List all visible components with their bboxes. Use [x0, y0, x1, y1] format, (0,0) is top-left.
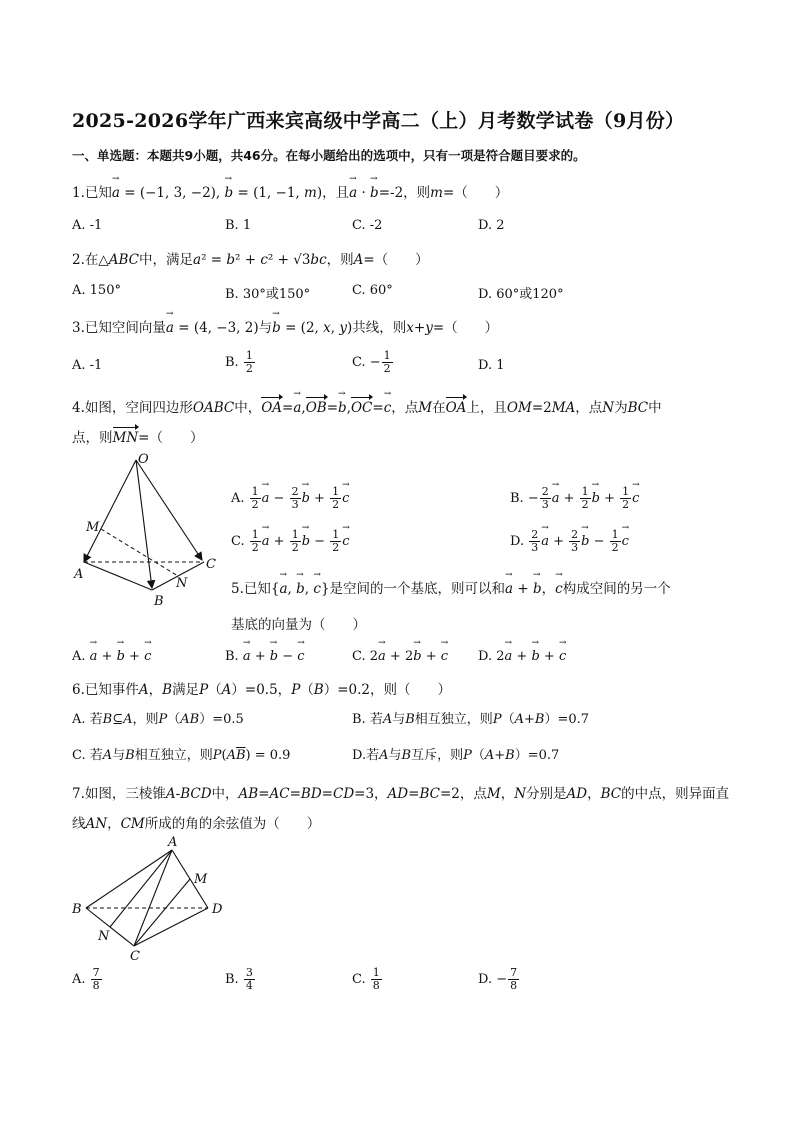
q5-option-d: D. 2→ a + → b + → c	[478, 645, 566, 664]
q6-option-b: B. 若A与B相互独立，则P（A+B）=0.7	[352, 712, 590, 727]
q1-option-d: D. 2	[478, 218, 505, 233]
q3-option-c: C. − $\frac{1}{2}$	[352, 349, 391, 375]
tetrahedron-figure-oabc	[72, 450, 232, 610]
q1-option-b: B. 1	[225, 218, 252, 233]
q4-option-c: C. $\frac{1}{2}$ → a + $\frac{1}{2}$ → b − $\frac{1}{2}$ → c	[231, 529, 349, 554]
question-1-stem: 1.已知→ a = (−1, 3, −2), → b = (1, −1, m)，且→ a · → b=-2，则m=（ ）	[72, 181, 508, 201]
page-title: 2025-2026学年广西来宾高级中学高二（上）月考数学试卷（9月份）	[72, 110, 685, 132]
section-header: 一、单选题：本题共9小题，共46分。在每小题给出的选项中，只有一项是符合题目要求的。	[72, 148, 586, 163]
q1-option-a: A. -1	[72, 218, 103, 233]
q3-option-b: B. $\frac{1}{2}$	[225, 349, 253, 375]
question-3-stem: 3.已知空间向量→ a = (4, −3, 2)与→ b = (2, x, y)共线，则x+y=（ ）	[72, 316, 498, 336]
question-5-stem-line1: 5.已知{→ a, → b, → c}是空间的一个基底，则可以和→ a + → b，→ c构成空间的另一个	[231, 577, 671, 597]
q1-option-c: C. -2	[352, 218, 383, 233]
label-a: A	[74, 567, 84, 582]
q7-option-d: D. − $\frac{7}{8}$	[478, 966, 518, 992]
q7-option-b: B. $\frac{3}{4}$	[225, 966, 253, 992]
label-b: B	[72, 902, 82, 917]
q7-option-c: C. $\frac{1}{8}$	[352, 966, 380, 992]
q4-option-a: A. $\frac{1}{2}$ → a − $\frac{2}{3}$ → b + $\frac{1}{2}$ → c	[231, 486, 349, 511]
q2-option-d: D. 60°或120°	[478, 287, 564, 302]
label-d: D	[212, 902, 223, 917]
label-c: C	[206, 557, 216, 572]
label-m: M	[194, 872, 208, 887]
q6-option-c: C. 若A与B相互独立，则$P(A\overline{B}) = 0.9$	[72, 748, 291, 763]
q5-option-a: A. → a + → b + → c	[72, 645, 151, 664]
question-6-stem: 6.已知事件A，B满足P（A）=0.5，P（B）=0.2，则（ ）	[72, 682, 451, 698]
label-a: A	[168, 835, 178, 850]
q6-option-a: A. 若B⊆A，则P（AB）=0.5	[72, 712, 244, 727]
q5-option-c: C. 2→ a + 2→ b + → c	[352, 645, 448, 664]
q2-option-b: B. 30°或150°	[225, 287, 311, 302]
label-m: M	[86, 520, 100, 535]
question-5-stem-line2: 基底的向量为（ ）	[231, 617, 366, 633]
label-c: C	[130, 949, 140, 964]
q2-option-a: A. 150°	[72, 283, 121, 298]
label-n: N	[176, 576, 188, 591]
question-2-stem: 2.在△ABC中，满足a² = b² + c² + √3bc，则A=（ ）	[72, 252, 429, 268]
q3-option-a: A. -1	[72, 358, 103, 373]
tetrahedron-figure-abcd	[68, 832, 238, 964]
q3-option-d: D. 1	[478, 358, 505, 373]
label-n: N	[98, 929, 110, 944]
label-o: O	[138, 452, 149, 467]
label-b: B	[154, 594, 164, 609]
q5-option-b: B. → a + → b − → c	[225, 645, 305, 664]
q2-option-c: C. 60°	[352, 283, 393, 298]
question-4-stem-line1: 4.如图，空间四边形OABC中，OA=→ a,OB=→ b,OC=→ c，点M在OA上，且OM=2MA，点N为BC中	[72, 396, 662, 416]
question-4-stem-line2: 点，则MN=（ ）	[72, 426, 203, 446]
question-7-stem-line1: 7.如图，三棱锥A-BCD中，AB=AC=BD=CD=3，AD=BC=2，点M，N分别是AD，BC的中点，则异面直	[72, 786, 730, 802]
q6-option-d: D.若A与B互斥，则P（A+B）=0.7	[352, 748, 560, 763]
q4-option-b: B. − $\frac{2}{3}$ → a + $\frac{1}{2}$ → b + $\frac{1}{2}$ → c	[510, 486, 639, 511]
question-7-stem-line2: 线AN，CM所成的角的余弦值为（ ）	[72, 816, 321, 832]
q4-option-d: D. $\frac{2}{3}$ → a + $\frac{2}{3}$ → b − $\frac{1}{2}$ → c	[510, 529, 629, 554]
q7-option-a: A. $\frac{7}{8}$	[72, 966, 100, 992]
